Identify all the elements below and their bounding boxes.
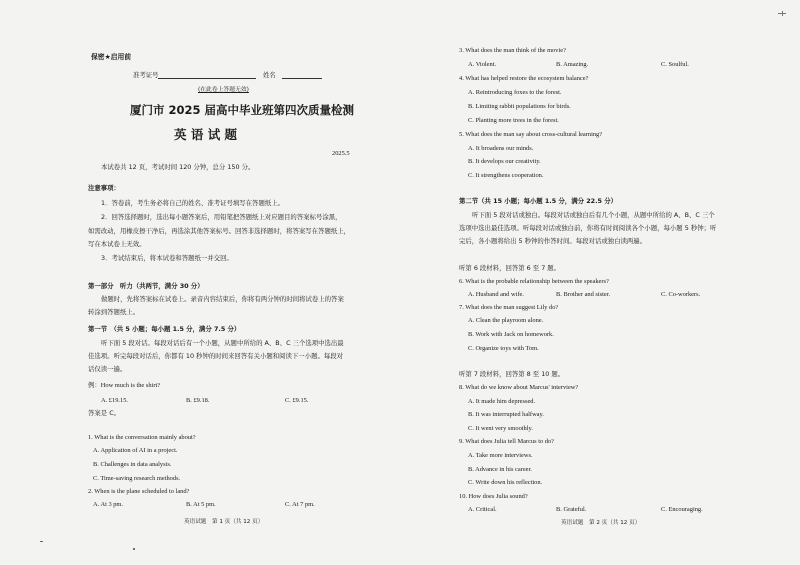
question-10-option-b: B. Grateful. bbox=[556, 506, 587, 513]
example-option-b: B. £9.18. bbox=[186, 397, 210, 404]
exam-date: 2025.5 bbox=[332, 150, 350, 157]
question-10-option-c: C. Encouraging. bbox=[661, 506, 703, 513]
note-3: 3．考试结束后，将本试卷和答题纸一并交回。 bbox=[101, 254, 233, 262]
note-2-line-2: 如需改动，用橡皮擦干净后，再选涂其他答案标号。回答非选择题时，将答案写在答题纸上， bbox=[88, 227, 351, 235]
part-1-heading: 第一部分 听力（共两节，满分 30 分） bbox=[88, 282, 204, 290]
question-2-option-b: B. At 5 pm. bbox=[186, 501, 216, 508]
confidential-label: 保密★启用前 bbox=[91, 53, 132, 61]
subject-title: 英 语 试 题 bbox=[174, 127, 238, 142]
name-blank bbox=[282, 78, 322, 79]
invalid-answer-note: (在此卷上答题无效) bbox=[198, 87, 249, 93]
question-9-option-c: C. Write down his reflection. bbox=[468, 479, 543, 486]
candidate-number-label: 准考证号 bbox=[133, 71, 159, 79]
question-6: 6. What is the probable relationship between the speakers? bbox=[459, 278, 609, 285]
question-6-option-a: A. Husband and wife. bbox=[468, 291, 524, 298]
section-1-heading: 第一节 （共 5 小题；每小题 1.5 分，满分 7.5 分） bbox=[88, 325, 241, 333]
scan-speck bbox=[40, 541, 43, 542]
question-4-option-c: C. Planting more trees in the forest. bbox=[468, 117, 559, 124]
scan-speck bbox=[133, 548, 135, 550]
section-1-instructions-line-1: 听下面 5 段对话。每段对话后有一个小题，从题中所给的 A、B、C 三个选项中选出最 bbox=[101, 339, 344, 347]
question-2: 2. When is the plane scheduled to land? bbox=[88, 488, 190, 495]
question-5: 5. What does the man say about cross-cultural learning? bbox=[459, 131, 603, 138]
section-2-heading: 第二节（共 15 小题；每小题 1.5 分，满分 22.5 分） bbox=[459, 197, 617, 205]
question-8-option-a: A. It made him depressed. bbox=[468, 398, 536, 405]
question-4-option-a: A. Reintroducing foxes to the forest. bbox=[468, 89, 562, 96]
question-6-option-b: B. Brother and sister. bbox=[556, 291, 611, 298]
scan-mark bbox=[782, 11, 783, 16]
exam-title: 厦门市 2025 届高中毕业班第四次质量检测 bbox=[130, 103, 355, 117]
page-1-footer: 英语试题 第 1 页（共 12 页） bbox=[184, 519, 264, 525]
exam-page-2 bbox=[400, 0, 800, 565]
note-2-line-3: 写在本试卷上无效。 bbox=[88, 240, 146, 248]
note-1: 1．答卷前，考生务必将自己的姓名、准考证号填写在答题纸上。 bbox=[101, 199, 285, 207]
question-10-option-a: A. Critical. bbox=[468, 506, 497, 513]
question-9: 9. What does Julia tell Marcus to do? bbox=[459, 438, 555, 445]
question-4-option-b: B. Limiting rabbit populations for birds. bbox=[468, 103, 571, 110]
example-option-c: C. £9.15. bbox=[285, 397, 309, 404]
section-2-instructions-line-1: 听下面 5 段对话或独白。每段对话或独白后有几个小题，从题中所给的 A、B、C 三个 bbox=[472, 211, 715, 219]
part-1-instructions-line-1: 做题时，先将答案标在试卷上。录音内容结束后，你将有两分钟的时间将试卷上的答案 bbox=[101, 295, 344, 303]
question-8-option-c: C. It went very smoothly. bbox=[468, 425, 533, 432]
question-3-option-a: A. Violent. bbox=[468, 61, 497, 68]
material-7-instruction: 听第 7 段材料，回答第 8 至 10 题。 bbox=[459, 370, 565, 378]
question-8: 8. What do we know about Marcus' interview? bbox=[459, 384, 579, 391]
question-7-option-a: A. Clean the playroom alone. bbox=[468, 317, 544, 324]
question-8-option-b: B. It was interrupted halfway. bbox=[468, 411, 544, 418]
section-1-instructions-line-2: 佳选项。听完每段对话后，你都有 10 秒钟的时间来回答有关小题和阅读下一小题。每段对 bbox=[88, 352, 344, 360]
question-7: 7. What does the man suggest Lily do? bbox=[459, 304, 559, 311]
example-answer: 答案是 C。 bbox=[88, 409, 121, 417]
question-6-option-c: C. Co-workers. bbox=[661, 291, 701, 298]
exam-intro: 本试卷共 12 页，考试时间 120 分钟，总分 150 分。 bbox=[101, 163, 255, 171]
question-1-option-b: B. Challenges in data analysis. bbox=[93, 461, 172, 468]
question-1-option-a: A. Application of AI in a project. bbox=[93, 447, 178, 454]
question-5-option-c: C. It strengthens cooperation. bbox=[468, 172, 544, 179]
page-2-footer: 英语试题 第 2 页（共 12 页） bbox=[561, 520, 641, 526]
question-2-option-c: C. At 7 pm. bbox=[285, 501, 315, 508]
note-2-line-1: 2．回答选择题时，选出每小题答案后，用铅笔把答题纸上对应题目的答案标号涂黑， bbox=[101, 213, 342, 221]
question-3: 3. What does the man think of the movie? bbox=[459, 47, 566, 54]
question-3-option-b: B. Amazing. bbox=[556, 61, 589, 68]
candidate-number-blank bbox=[158, 78, 256, 79]
question-7-option-c: C. Organize toys with Tom. bbox=[468, 345, 539, 352]
question-3-option-c: C. Soulful. bbox=[661, 61, 689, 68]
section-2-instructions-line-3: 完后，各小题将给出 5 秒钟的作答时间。每段对话或独白读两遍。 bbox=[459, 237, 647, 245]
example-option-a: A. £19.15. bbox=[101, 397, 128, 404]
question-10: 10. How does Julia sound? bbox=[459, 493, 528, 500]
example-question: 例：How much is the shirt? bbox=[88, 382, 161, 389]
notes-heading: 注意事项： bbox=[88, 184, 120, 192]
question-7-option-b: B. Work with Jack on homework. bbox=[468, 331, 554, 338]
question-5-option-a: A. It broadens our minds. bbox=[468, 145, 534, 152]
question-9-option-a: A. Take more interviews. bbox=[468, 452, 533, 459]
question-5-option-b: B. It develops our creativity. bbox=[468, 158, 541, 165]
name-label: 姓名 bbox=[263, 71, 276, 79]
question-1-option-c: C. Time-saving research methods. bbox=[93, 475, 181, 482]
part-1-instructions-line-2: 转涂到答题纸上。 bbox=[88, 308, 140, 316]
question-1: 1. What is the conversation mainly about? bbox=[88, 434, 196, 441]
material-6-instruction: 听第 6 段材料，回答第 6 至 7 题。 bbox=[459, 264, 561, 272]
question-4: 4. What has helped restore the ecosystem balance? bbox=[459, 75, 589, 82]
question-9-option-b: B. Advance in his career. bbox=[468, 466, 532, 473]
section-1-instructions-line-3: 话仅读一遍。 bbox=[88, 365, 127, 373]
section-2-instructions-line-2: 选项中选出最佳选项。听每段对话或独白前，你将有时间阅读各个小题，每小题 5 秒钟；听 bbox=[459, 224, 717, 232]
question-2-option-a: A. At 3 pm. bbox=[93, 501, 124, 508]
